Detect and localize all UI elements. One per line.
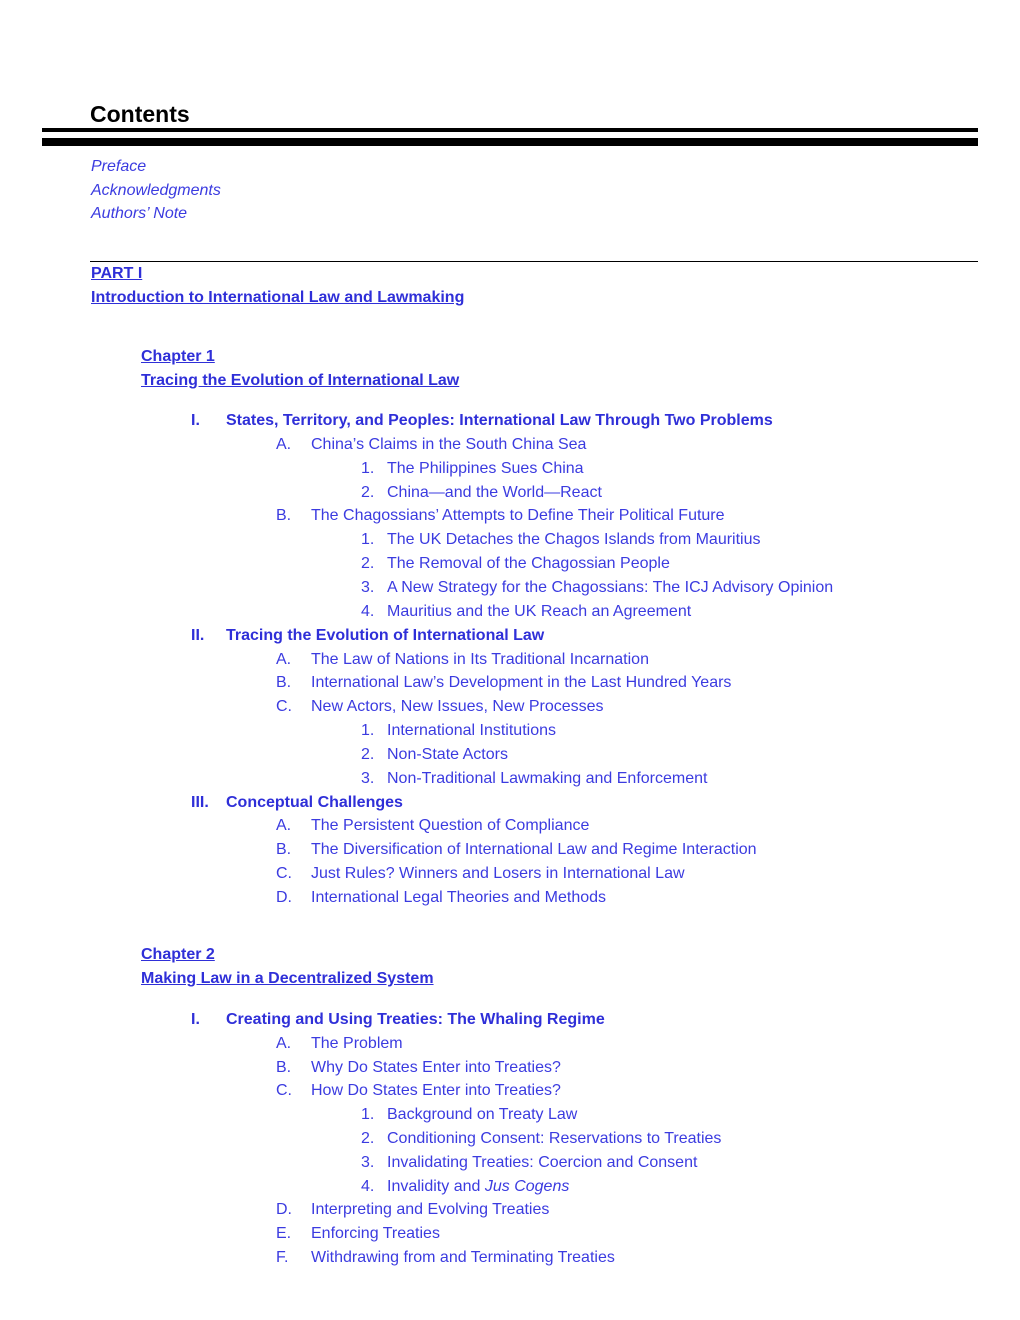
contents-title: Contents xyxy=(90,101,190,127)
toc-entry-number: 4. xyxy=(361,602,375,620)
front-matter-acknowledgments[interactable]: Acknowledgments xyxy=(91,181,221,199)
toc-entry-number: A. xyxy=(276,435,292,453)
toc-entry-title: A New Strategy for the Chagossians: The ICJ Advisory Opinion xyxy=(387,578,834,596)
toc-entry-title: How Do States Enter into Treaties? xyxy=(311,1082,561,1100)
toc-entry-number: III. xyxy=(191,793,209,811)
toc-entry-title: The UK Detaches the Chagos Islands from Mauritius xyxy=(387,531,761,549)
toc-entry-number: 3. xyxy=(361,578,375,596)
title-rule-bottom xyxy=(42,138,978,146)
toc-entry-number: 2. xyxy=(361,483,375,501)
part-heading xyxy=(91,262,464,310)
toc-entry-title: International Law’s Development in the Last Hundred Years xyxy=(311,674,732,692)
toc-entry-number: D. xyxy=(276,889,292,906)
toc-entry-title: Invalidity and Jus Cogens xyxy=(387,1177,570,1195)
toc-entry-number: II. xyxy=(191,626,205,644)
front-matter-list xyxy=(91,155,221,226)
toc-entry-number: I. xyxy=(191,412,200,429)
toc-entry-title: Non-State Actors xyxy=(387,745,508,763)
toc-entry-title: The Philippines Sues China xyxy=(387,459,584,477)
toc-entry-number: A. xyxy=(276,650,292,668)
chapter-1-heading xyxy=(141,345,459,393)
toc-entry-title: Non-Traditional Lawmaking and Enforcement xyxy=(387,769,708,787)
toc-entry-title: China—and the World—React xyxy=(387,483,602,501)
toc-entry-title: States, Territory, and Peoples: International Law Through Two Problems xyxy=(226,412,773,429)
toc-entry-number: C. xyxy=(276,1082,292,1100)
part-title[interactable]: Introduction to International Law and Lawmaking xyxy=(91,289,465,306)
toc-entry-number: 1. xyxy=(361,531,375,549)
toc-entry-number: C. xyxy=(276,865,292,883)
toc-entry-title: International Legal Theories and Methods xyxy=(311,889,607,906)
toc-entry-title: Enforcing Treaties xyxy=(311,1225,440,1243)
toc-entry-title: Why Do States Enter into Treaties? xyxy=(311,1058,561,1076)
toc-entry-number: C. xyxy=(276,698,292,716)
toc-entry-number: D. xyxy=(276,1201,292,1219)
toc-entry-title-italic: Jus Cogens xyxy=(484,1177,570,1195)
chapter-2-label[interactable]: Chapter 2 xyxy=(141,946,215,963)
toc-entry-title: Creating and Using Treaties: The Whaling Regime xyxy=(226,1011,605,1028)
toc-entry-number: 2. xyxy=(361,555,375,573)
toc-entry-title: Background on Treaty Law xyxy=(387,1106,578,1124)
chapter-2-title[interactable]: Making Law in a Decentralized System xyxy=(141,970,434,987)
toc-entry-title: The Problem xyxy=(311,1034,403,1052)
toc-entry-title: Just Rules? Winners and Losers in International Law xyxy=(311,865,685,883)
toc-entry-number: A. xyxy=(276,1034,292,1052)
toc-entry-number: 1. xyxy=(361,459,375,477)
toc-entry-number: 2. xyxy=(361,745,375,763)
toc-entry-number: 4. xyxy=(361,1177,375,1195)
toc-entry-number: A. xyxy=(276,817,292,835)
chapter-1-label[interactable]: Chapter 1 xyxy=(141,348,215,365)
toc-entry-title: The Diversification of International Law and Regime Interaction xyxy=(311,841,757,859)
title-rule-top xyxy=(42,128,978,132)
part-label[interactable]: PART I xyxy=(91,265,143,282)
toc-entry-number: B. xyxy=(276,674,292,692)
toc-entry-title: Mauritius and the UK Reach an Agreement xyxy=(387,602,692,620)
toc-entry-number: B. xyxy=(276,507,292,525)
toc-entry-title: Conceptual Challenges xyxy=(226,793,403,811)
toc-entry-number: 1. xyxy=(361,1106,375,1124)
toc-entry-title: Tracing the Evolution of International Law xyxy=(226,626,545,644)
toc-entry-title: Invalidating Treaties: Coercion and Consent xyxy=(387,1153,698,1171)
toc-entry-title: The Persistent Question of Compliance xyxy=(311,817,590,835)
front-matter-authors-note[interactable]: Authors’ Note xyxy=(91,205,188,223)
front-matter-preface[interactable]: Preface xyxy=(91,158,147,175)
chapter-1-title[interactable]: Tracing the Evolution of International Law xyxy=(141,372,460,389)
toc-entry-title: China’s Claims in the South China Sea xyxy=(311,435,587,453)
toc-entry-number: E. xyxy=(276,1225,292,1243)
toc-entry-number: B. xyxy=(276,1058,292,1076)
toc-entry-title: Withdrawing from and Terminating Treaties xyxy=(311,1249,615,1266)
toc-entry-title: Conditioning Consent: Reservations to Treaties xyxy=(387,1130,722,1147)
toc-entry-title: The Removal of the Chagossian People xyxy=(387,555,670,573)
toc-entry-number: 3. xyxy=(361,1153,375,1171)
toc-entry-title: The Law of Nations in Its Traditional Incarnation xyxy=(311,650,649,668)
toc-entry-title: The Chagossians’ Attempts to Define Their Political Future xyxy=(311,507,725,525)
toc-entry-title: Interpreting and Evolving Treaties xyxy=(311,1201,550,1219)
toc-entry-number: I. xyxy=(191,1011,200,1028)
toc-entry-number: 1. xyxy=(361,722,375,740)
toc-entry-number: 2. xyxy=(361,1130,375,1147)
chapter-2-heading xyxy=(141,943,434,991)
toc-entry-number: B. xyxy=(276,841,292,859)
toc-entry-title: International Institutions xyxy=(387,722,556,740)
toc-entry-number: F. xyxy=(276,1249,289,1266)
toc-entry-title: New Actors, New Issues, New Processes xyxy=(311,698,604,716)
toc-entry-number: 3. xyxy=(361,769,375,787)
